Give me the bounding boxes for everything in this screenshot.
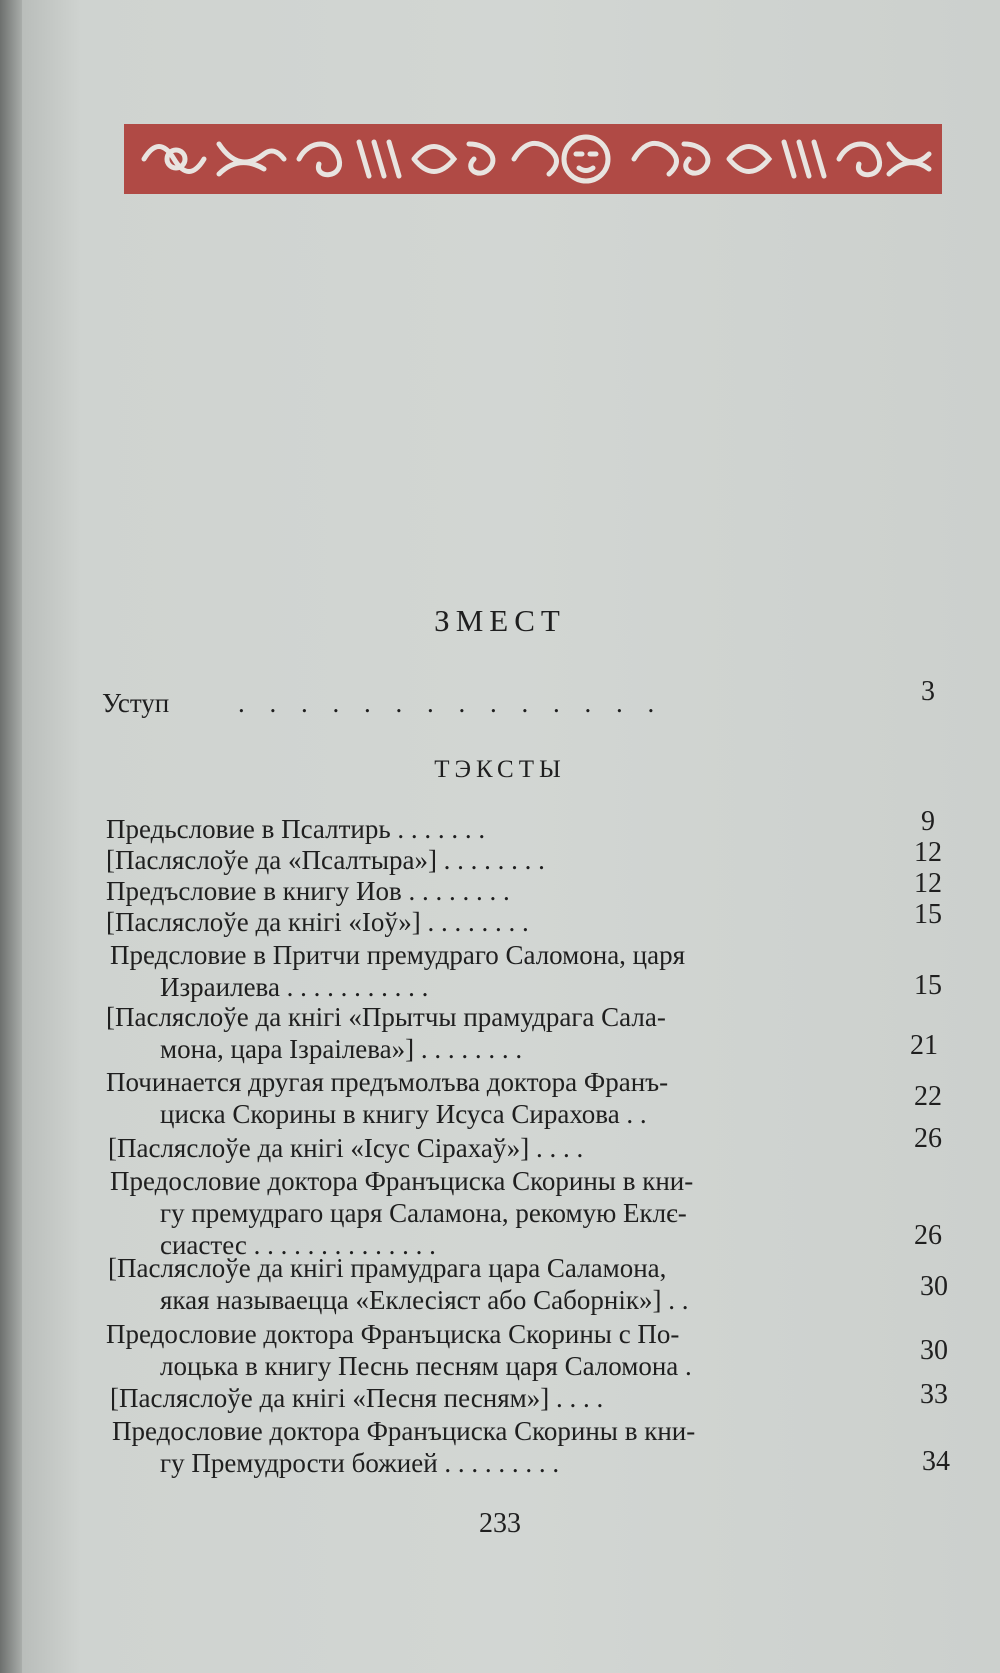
toc-entry-page: 26 [914,1220,942,1251]
toc-entry-line: Починается другая предъмолъва доктора Франъ- [106,1067,669,1097]
toc-entry-line: [Пасляслоўе да «Псалтыра»] . . . . . . . . [106,845,545,875]
toc-entry-line: [Пасляслоўе да кнігі прамудрага цара Саламона, [108,1253,667,1283]
decorative-ornament-band [124,124,942,194]
page-number: 233 [479,1508,521,1539]
toc-entry-line: сиастес . . . . . . . . . . . . . . [160,1230,436,1260]
toc-entry-line: [Пасляслоўе да кнігі «Ісус Сірахаў»] . . . . [108,1133,584,1163]
toc-entry-page: 12 [914,868,942,899]
toc-entry-line: якая называецца «Еклесіяст або Саборнік»] . . [160,1285,689,1315]
toc-entry-page: 30 [920,1335,948,1366]
toc-entry-page: 15 [914,970,942,1001]
intro-label: Уступ [102,688,170,718]
toc-entry-line: Предьсловие в Псалтирь . . . . . . . [106,814,486,844]
toc-entry-page: 15 [914,899,942,930]
toc-entry-line: Предословие доктора Франъциска Скорины с По- [106,1319,680,1349]
toc-entry-line: гу Премудрости божией . . . . . . . . . [160,1448,560,1478]
intro-leader-dots: . . . . . . . . . . . . . . [238,688,664,718]
toc-entry-page: 34 [922,1446,950,1477]
toc-entry-line: Предословие доктора Франъциска Скорины в кни- [112,1416,696,1446]
toc-entry-line: [Пасляслоўе да кнігі «Песня песням»] . . . . [110,1383,604,1413]
toc-entry-page: 26 [914,1123,942,1154]
toc-entry-page: 12 [914,837,942,868]
toc-entry-line: Предсловие в Притчи премудраго Саломона, царя [110,940,686,970]
toc-entry-page: 9 [921,806,935,837]
toc-entry-page: 21 [910,1030,938,1061]
toc-entry-page: 33 [920,1379,948,1410]
toc-entry-line: Предословие доктора Франъциска Скорины в кни- [110,1166,694,1196]
ornament-pattern [124,124,942,194]
toc-entry-line: Предъсловие в книгу Иов . . . . . . . . [106,876,510,906]
toc-entry-line: Израилева . . . . . . . . . . . [160,972,429,1002]
toc-entry-line: лоцька в книгу Песнь песням царя Саломона . [160,1351,692,1381]
toc-entry-line: мона, цара Ізраілева»] . . . . . . . . [160,1034,523,1064]
intro-page-number: 3 [921,676,935,707]
page-title: ЗМЕСТ [434,603,566,638]
toc-entry-line: [Пасляслоўе да кнігі «Прытчы прамудрага Сала- [106,1002,666,1032]
toc-entry-line: [Пасляслоўе да кнігі «Іоў»] . . . . . . . . [106,907,529,937]
toc-entry-line: гу премудраго царя Саламона, рекомую Еклє- [160,1198,687,1228]
toc-entry-page: 22 [914,1081,942,1112]
toc-entry-line: циска Скорины в книгу Исуса Сирахова . . [160,1099,647,1129]
toc-entry-page: 30 [920,1271,948,1302]
section-title: ТЭКСТЫ [434,756,566,783]
book-spine-shadow [0,0,22,1673]
